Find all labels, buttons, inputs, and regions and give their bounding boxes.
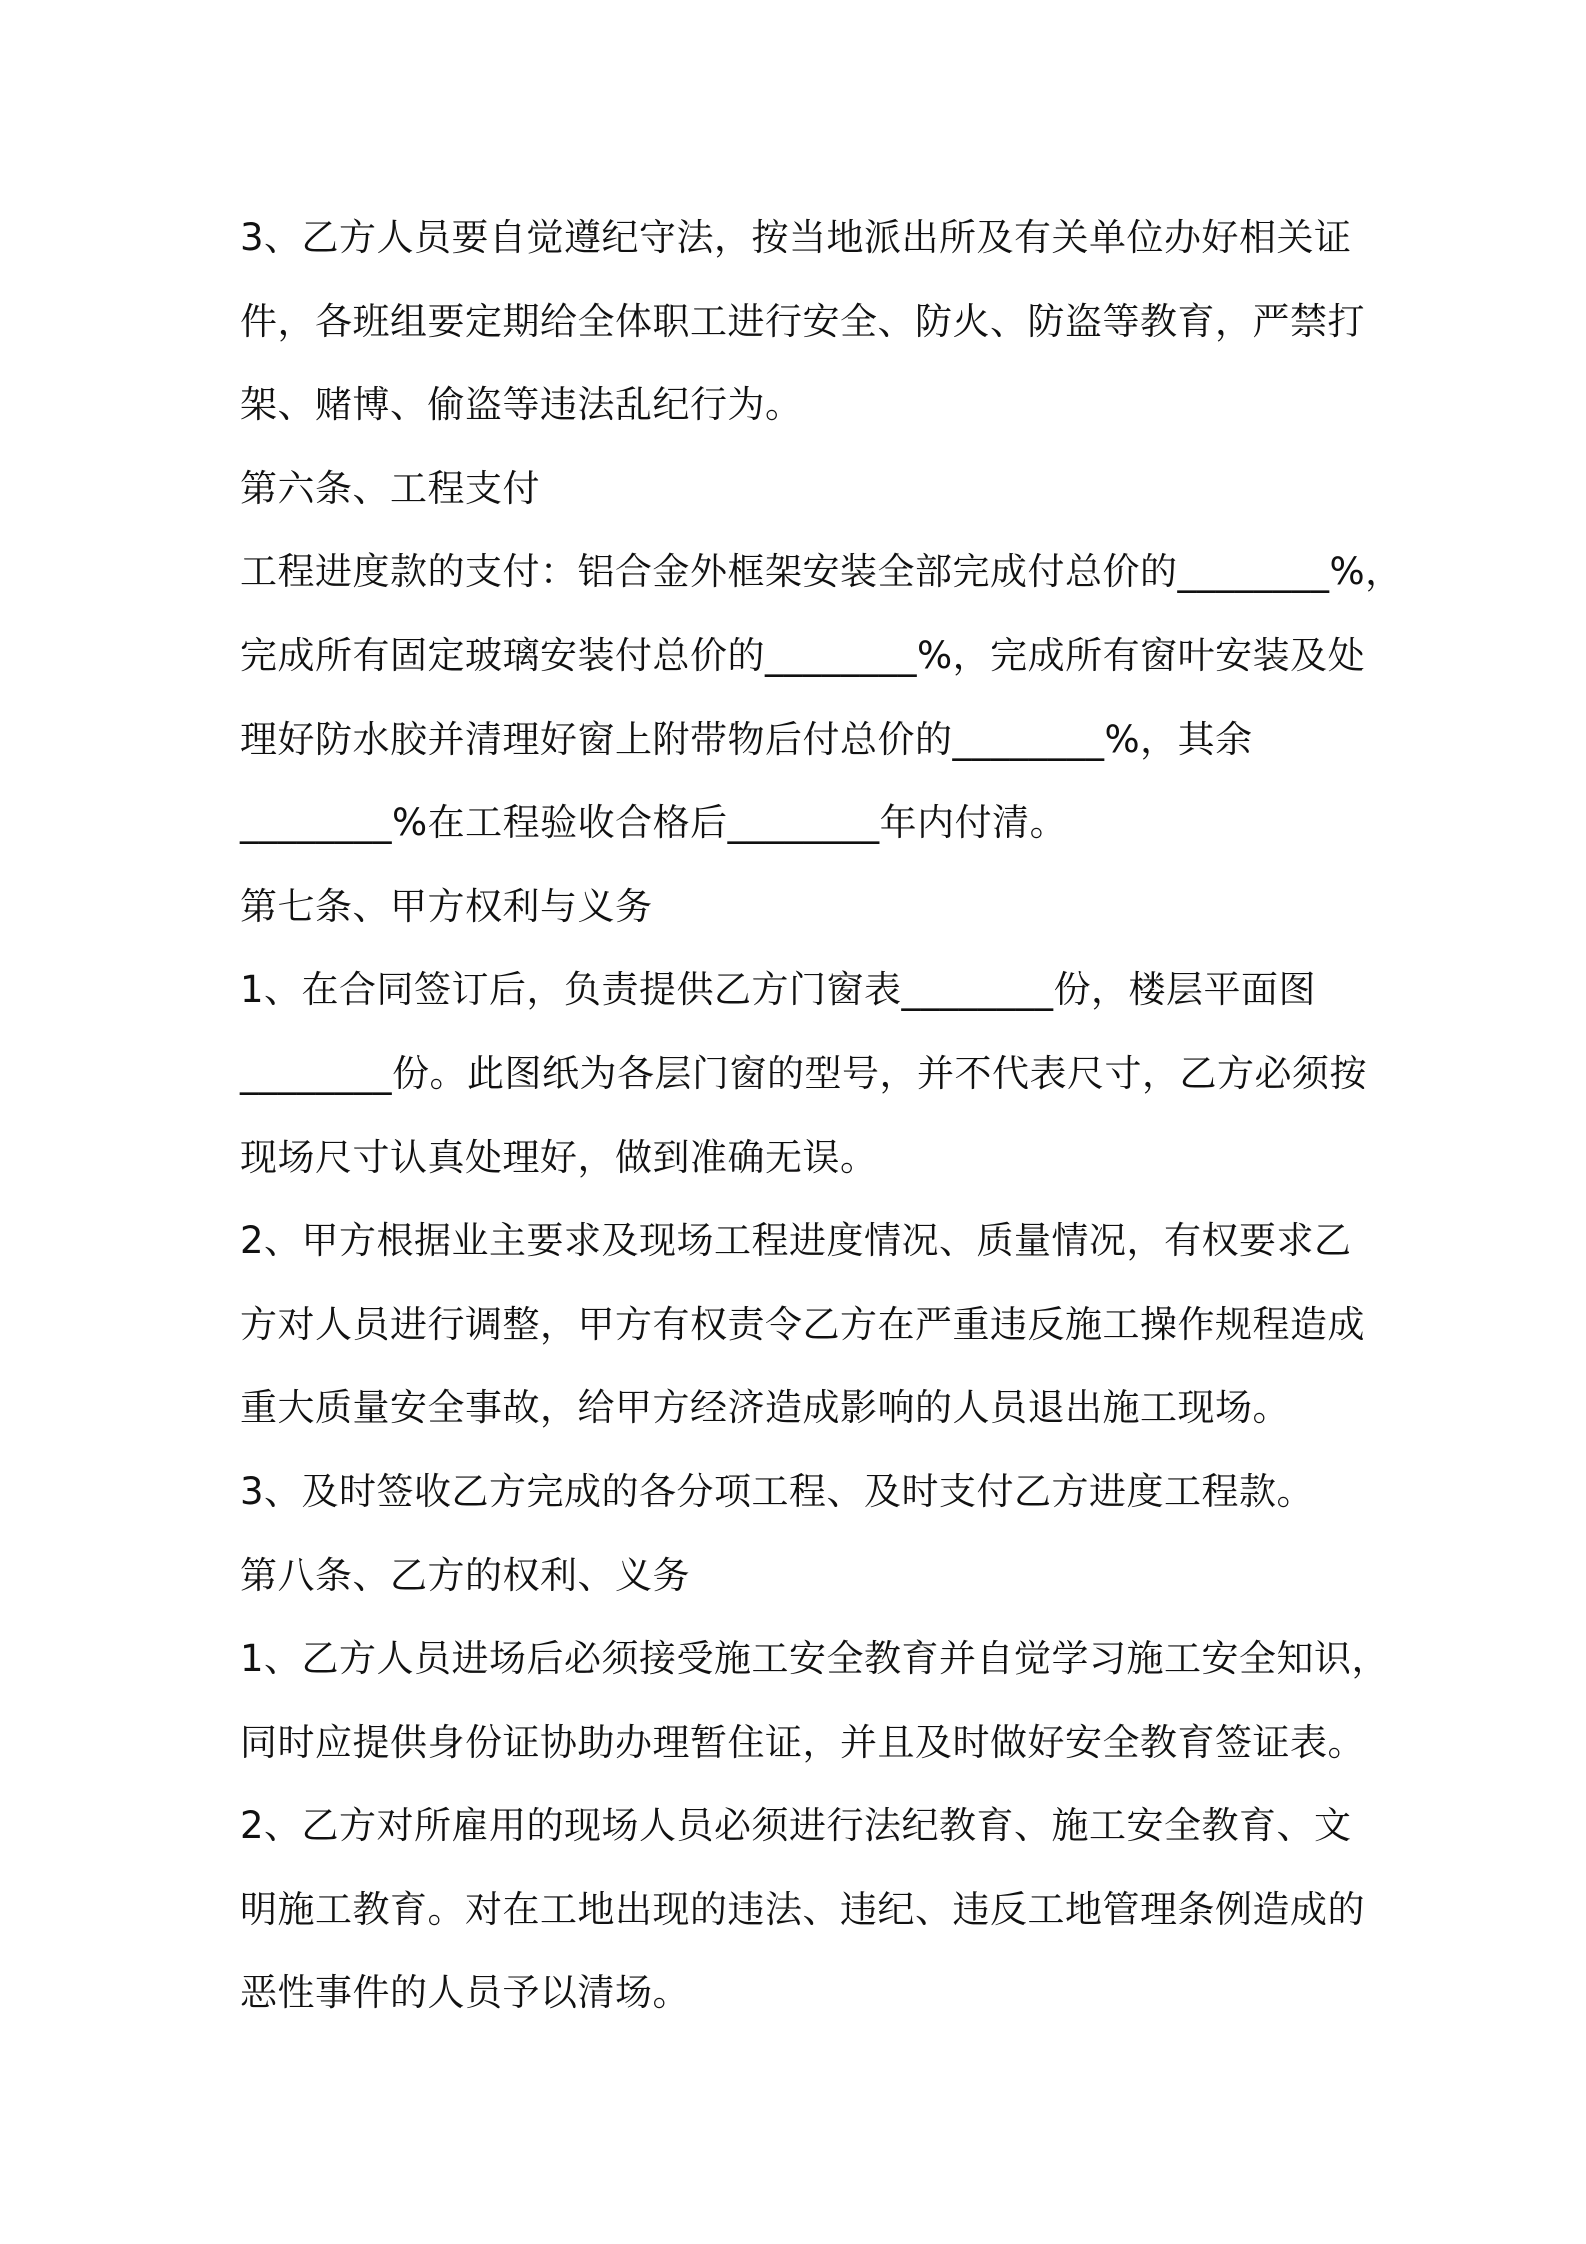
text-line: 1、在合同签订后，负责提供乙方门窗表________份，楼层平面图 — [240, 968, 1317, 1012]
text-line: ________份。此图纸为各层门窗的型号，并不代表尺寸，乙方必须按 — [240, 1051, 1367, 1095]
text-line: 理好防水胶并清理好窗上附带物后付总价的________%，其余 — [240, 717, 1253, 761]
text-line: 件，各班组要定期给全体职工进行安全、防火、防盗等教育，严禁打 — [240, 299, 1365, 343]
text-line: 3、乙方人员要自觉遵纪守法，按当地派出所及有关单位办好相关证 — [240, 216, 1352, 259]
text-line: 工程进度款的支付：铝合金外框架安装全部完成付总价的________%， — [240, 550, 1403, 594]
section-heading: 第八条、乙方的权利、义务 — [240, 1553, 690, 1597]
text-line: 2、乙方对所雇用的现场人员必须进行法纪教育、施工安全教育、文 — [240, 1804, 1352, 1848]
text-line: 方对人员进行调整，甲方有权责令乙方在严重违反施工操作规程造成 — [240, 1302, 1365, 1346]
text-line: 完成所有固定玻璃安装付总价的________%，完成所有窗叶安装及处 — [240, 633, 1366, 677]
text-line: ________%在工程验收合格后________年内付清。 — [240, 801, 1068, 845]
text-line: 1、乙方人员进场后必须接受施工安全教育并自觉学习施工安全知识， — [240, 1637, 1390, 1681]
text-line: 架、赌博、偷盗等违法乱纪行为。 — [240, 383, 803, 427]
text-line: 恶性事件的人员予以清场。 — [240, 1971, 690, 2015]
document-body — [240, 196, 1403, 2035]
text-line: 2、甲方根据业主要求及现场工程进度情况、质量情况，有权要求乙 — [240, 1219, 1352, 1263]
section-heading: 第六条、工程支付 — [240, 466, 540, 510]
text-line: 3、及时签收乙方完成的各分项工程、及时支付乙方进度工程款。 — [240, 1469, 1315, 1513]
text-line: 重大质量安全事故，给甲方经济造成影响的人员退出施工现场。 — [240, 1386, 1290, 1430]
text-line: 明施工教育。对在工地出现的违法、违纪、违反工地管理条例造成的 — [240, 1887, 1365, 1931]
text-line: 现场尺寸认真处理好，做到准确无误。 — [240, 1135, 878, 1179]
text-line: 同时应提供身份证协助办理暂住证，并且及时做好安全教育签证表。 — [240, 1720, 1365, 1764]
section-heading: 第七条、甲方权利与义务 — [240, 884, 653, 928]
